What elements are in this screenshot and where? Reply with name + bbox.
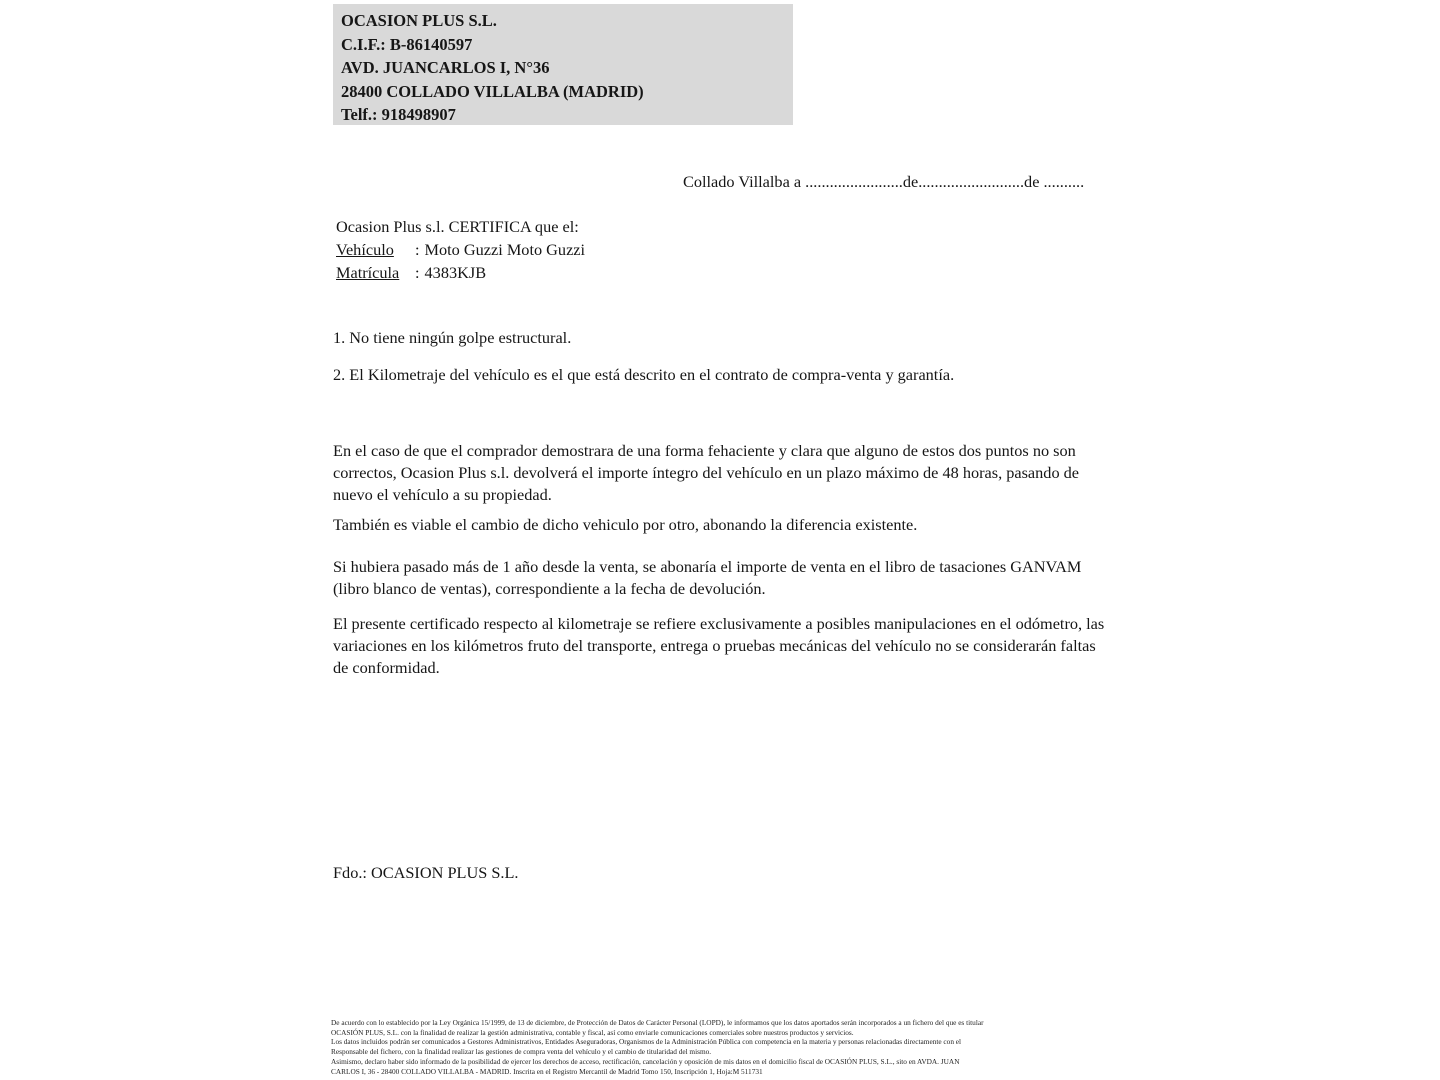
- certify-statement: Ocasion Plus s.l. CERTIFICA que el:: [336, 217, 579, 236]
- legal-footer-line: Los datos incluidos podrán ser comunicados a Gestores Administrativos, Entidades Aseguradoras, Organismos de la Administración Pública con competencia en la materia y personas relacionadas directamente con el: [331, 1037, 962, 1047]
- legal-footer-line: Asimismo, declaro haber sido informado de la posibilidad de ejercer los derechos de acceso, rectificación, cancelación y oposición de mis datos en el domicilio fiscal de OCASIÓN PLUS, S.L., sito en AVDA. JUAN: [331, 1056, 960, 1066]
- company-header-box: [333, 4, 793, 125]
- legal-footer-line: Responsable del fichero, con la finalidad realizar las gestiones de compra venta del vehículo y el cambio de titularidad del mismo.: [331, 1047, 712, 1057]
- vehicle-value: Moto Guzzi Moto Guzzi: [424, 240, 586, 259]
- signature-line: Fdo.: OCASION PLUS S.L.: [333, 863, 519, 882]
- date-line: Collado Villalba a ........................de..........................de ..........: [683, 172, 1085, 191]
- company-address: AVD. JUANCARLOS I, N°36: [341, 58, 550, 77]
- vehicle-label: Vehículo: [336, 240, 394, 259]
- company-cif: C.I.F.: B-86140597: [341, 34, 473, 54]
- plate-separator: :: [415, 263, 420, 282]
- condition-item-1: 1. No tiene ningún golpe estructural.: [333, 328, 572, 347]
- company-name: OCASION PLUS S.L.: [341, 11, 497, 30]
- plate-value: 4383KJB: [424, 263, 487, 282]
- plate-field: [336, 263, 486, 283]
- company-city: 28400 COLLADO VILLALBA (MADRID): [341, 81, 644, 101]
- vehicle-separator: :: [415, 240, 420, 259]
- legal-footer-line: OCASIÓN PLUS, S.L. con la finalidad de realizar la gestión administrativa, contable y fiscal, así como enviarle comunicaciones comerciales sobre nuestros productos y servicios.: [331, 1027, 854, 1037]
- warranty-paragraph-3: Si hubiera pasado más de 1 año desde la venta, se abonaría el importe de venta en el libro de tasaciones GANVAM (libro blanco de ventas), correspondiente a la fecha de devolución.: [333, 557, 1082, 598]
- company-phone: Telf.: 918498907: [341, 105, 456, 124]
- condition-item-2: 2. El Kilometraje del vehículo es el que está descrito en el contrato de compra-venta y garantía.: [333, 365, 955, 384]
- plate-label: Matrícula: [336, 263, 400, 282]
- legal-footer: [331, 1018, 1131, 1076]
- legal-footer-line: De acuerdo con lo establecido por la Ley Orgánica 15/1999, de 13 de diciembre, de Protección de Datos de Carácter Personal (LOPD), le informamos que los datos aportados serán incorporados a un fichero del que es titular: [331, 1018, 984, 1027]
- warranty-paragraph-4: El presente certificado respecto al kilometraje se refiere exclusivamente a posibles manipulaciones en el odómetro, las variaciones en los kilómetros fruto del transporte, entrega o pruebas mecánicas del vehículo no se considerarán faltas de conformidad.: [333, 614, 1105, 677]
- vehicle-field: [336, 240, 585, 260]
- warranty-paragraph-1: En el caso de que el comprador demostrara de una forma fehaciente y clara que alguno de estos dos puntos no son correctos, Ocasion Plus s.l. devolverá el importe íntegro del vehículo en un plazo máximo de 48 horas, pasando de nuevo el vehículo a su propiedad.: [333, 441, 1080, 504]
- legal-footer-line: CARLOS I, 36 - 28400 COLLADO VILLALBA - MADRID. Inscrita en el Registro Mercantil de Madrid Tomo 150, Inscripción 1, Hoja:M 511731: [331, 1066, 763, 1076]
- warranty-paragraph-2: También es viable el cambio de dicho vehiculo por otro, abonando la diferencia existente.: [333, 515, 918, 534]
